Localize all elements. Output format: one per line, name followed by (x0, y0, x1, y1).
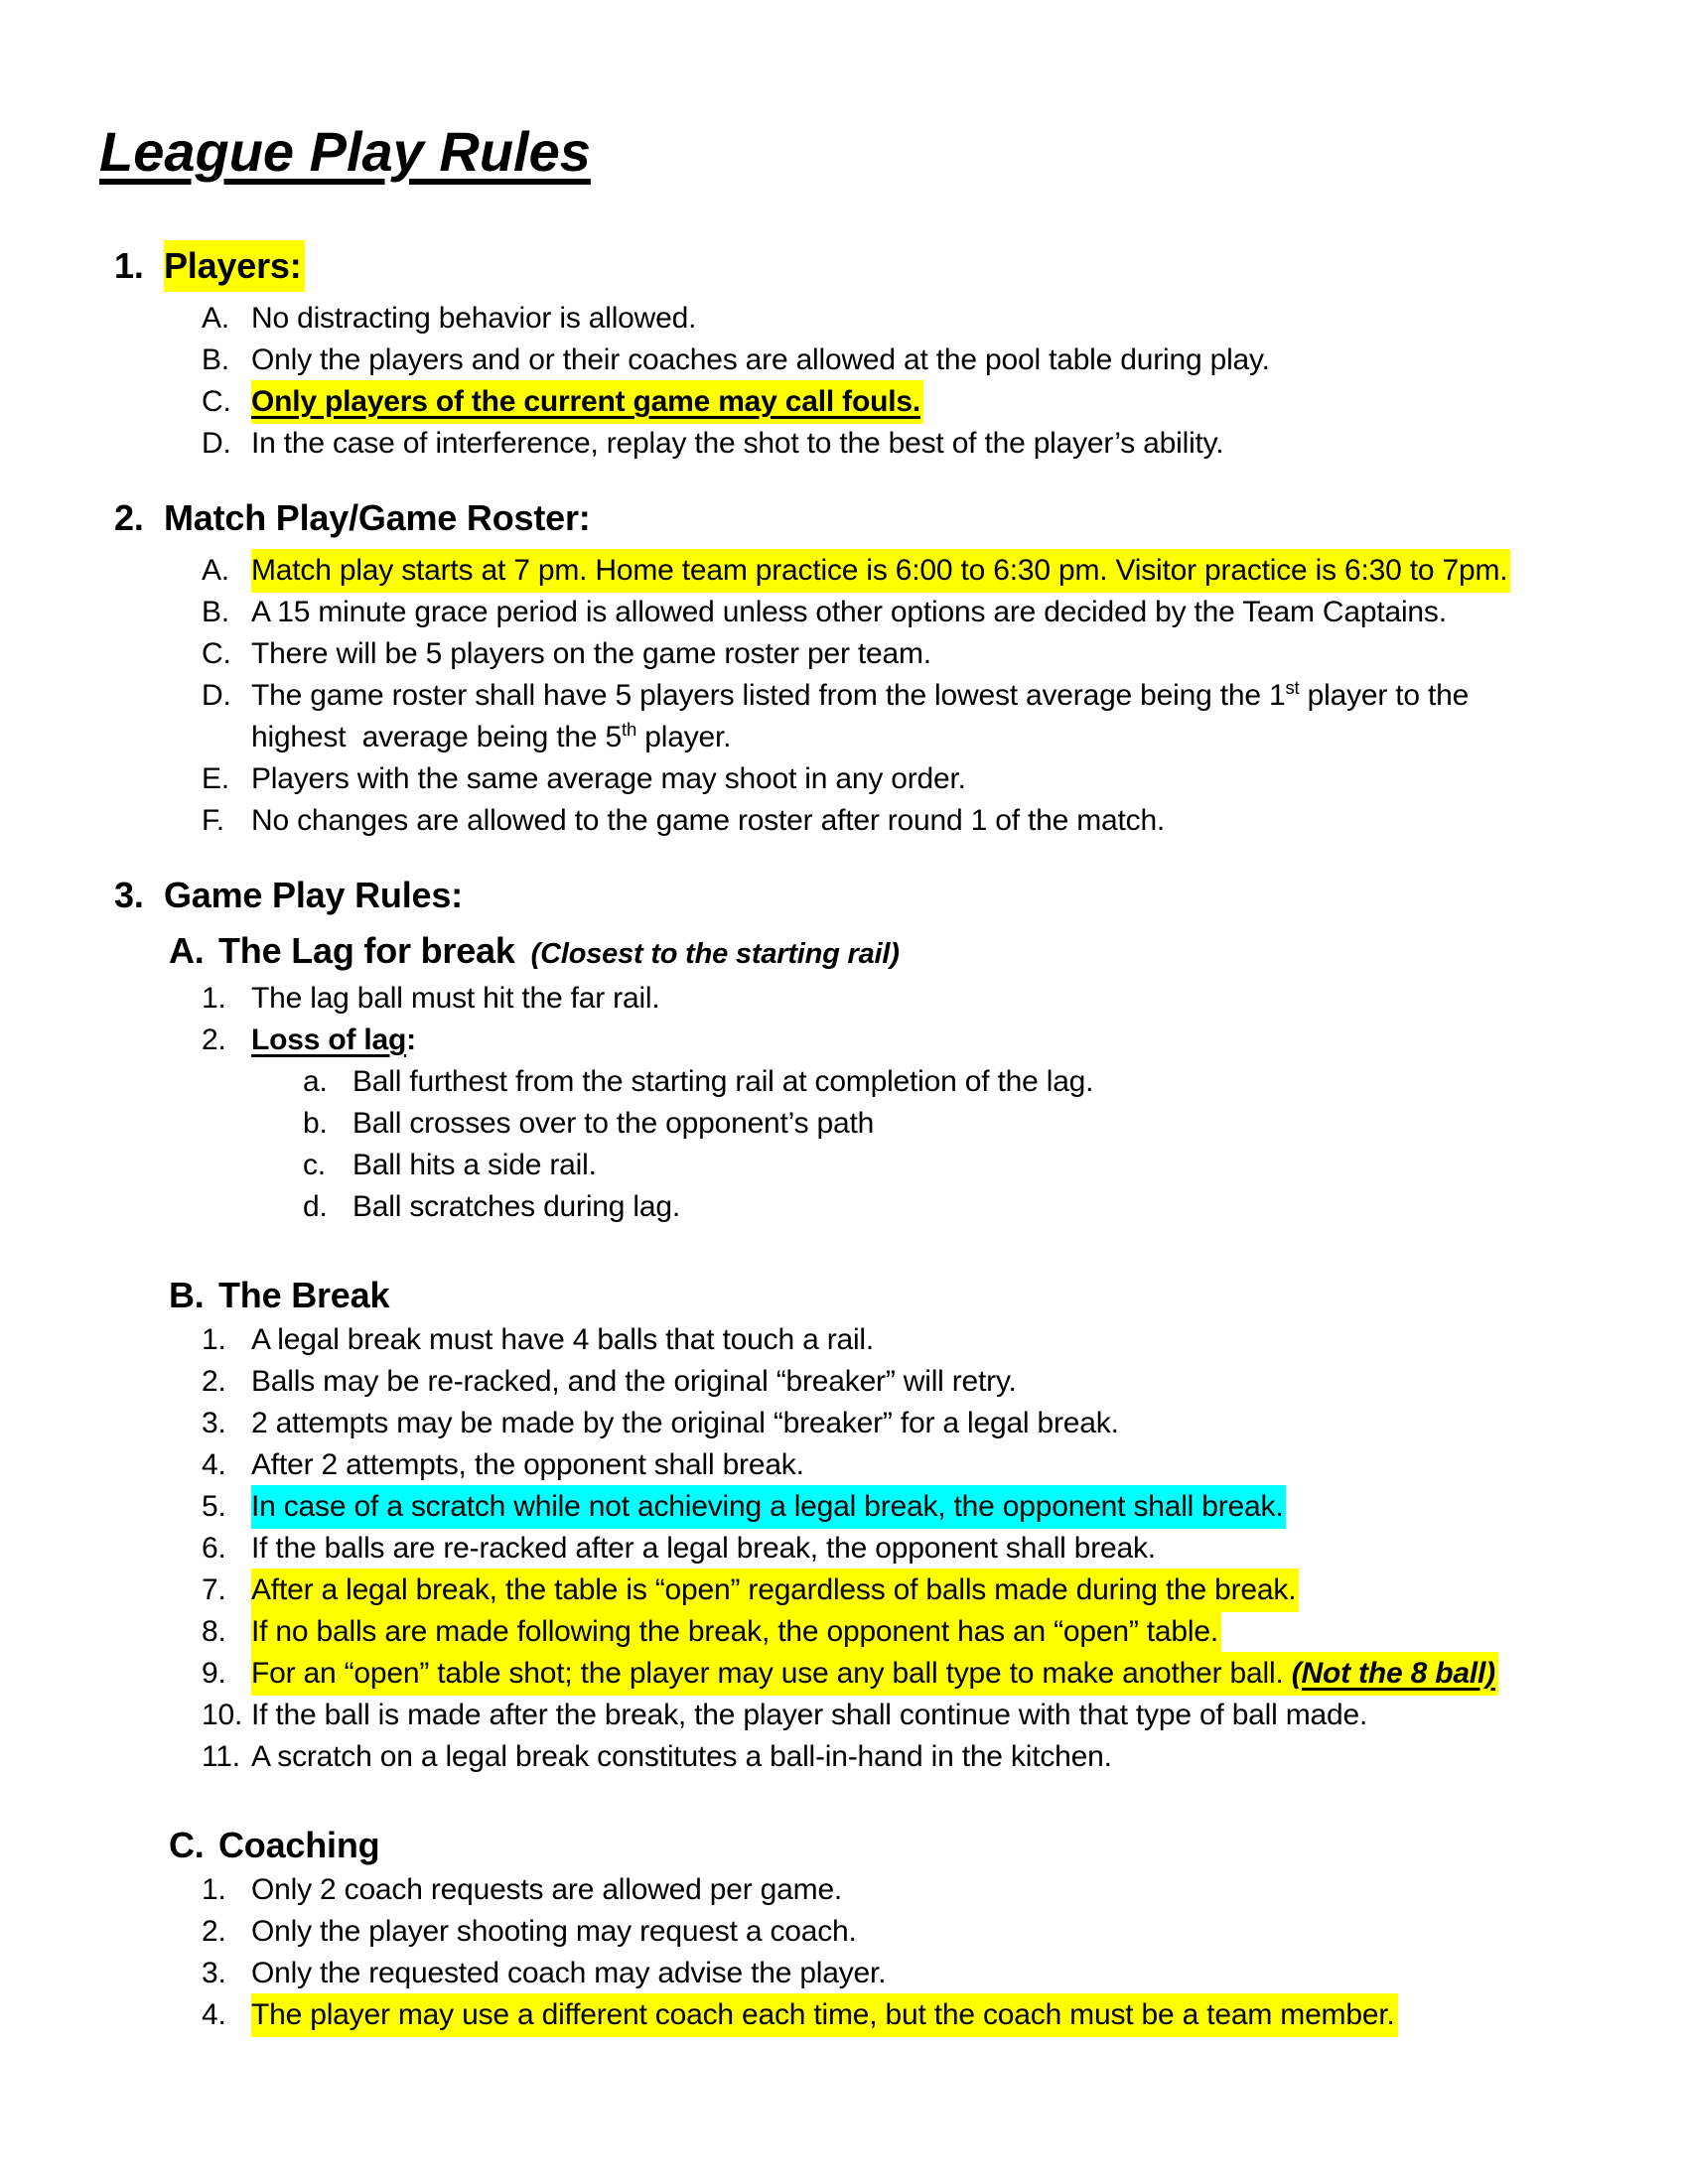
text-run: In case of a scratch while not achieving a legal break, the opponent shall break. (251, 1490, 1284, 1523)
text-run: (Not the 8 ball) (1291, 1657, 1495, 1690)
heading-line (114, 492, 594, 544)
text-run: No changes are allowed to the game roster after round 1 of the match. (251, 804, 1166, 837)
heading-text: Players: (164, 245, 302, 286)
rule-item (99, 1103, 1599, 1145)
rule-item (99, 1486, 1599, 1528)
list-marker: D. (202, 427, 231, 460)
line (202, 1443, 807, 1487)
text-run: st (1285, 677, 1300, 698)
rule-item (99, 1611, 1599, 1653)
list-marker: 11. (202, 1740, 240, 1773)
highlighted-line (202, 1610, 1221, 1654)
list-marker: 4. (202, 1448, 226, 1481)
rule-item (99, 550, 1599, 592)
text-run: Ball furthest from the starting rail at completion of the lag. (352, 1065, 1094, 1098)
text-run: The player may use a different coach each time, but the coach must be a team member. (251, 1998, 1395, 2031)
line (202, 1019, 419, 1062)
text-run: There will be 5 players on the game roster per team. (251, 637, 931, 670)
heading-text: The Break (218, 1275, 390, 1315)
rule-item (99, 340, 1599, 381)
line (303, 1144, 600, 1187)
subsection-heading (99, 1822, 1599, 1869)
line (202, 799, 1168, 843)
rule-item (99, 1361, 1599, 1403)
list-marker: 3. (202, 1407, 226, 1439)
text-run: If the ball is made after the break, the player shall continue with that type of ball made. (251, 1699, 1368, 1731)
list-marker: b. (303, 1107, 328, 1140)
line (202, 1910, 860, 1954)
list-marker: C. (202, 385, 231, 418)
section-heading (99, 494, 1599, 542)
rule-item (99, 1953, 1599, 1994)
heading-text: Match Play/Game Roster: (164, 497, 591, 538)
heading-line (169, 1270, 392, 1321)
rule-item (99, 1145, 1599, 1186)
highlighted-line (202, 549, 1510, 593)
section-1 (99, 242, 1599, 465)
text-run: Only the players and or their coaches are allowed at the pool table during play. (251, 343, 1270, 376)
highlighted-line (202, 380, 923, 424)
line (202, 674, 1470, 759)
text-run: The lag ball must hit the far rail. (251, 982, 660, 1015)
text-run: If the balls are re-racked after a legal break, the opponent shall break. (251, 1532, 1156, 1565)
list-marker: 1. (202, 982, 226, 1015)
heading-line (169, 1820, 382, 1871)
text-run: The game roster shall have 5 players listed from the lowest average being the 1 (251, 679, 1286, 712)
list-marker: B. (202, 596, 229, 628)
line (202, 1735, 1115, 1779)
text-run: Only the requested coach may advise the player. (251, 1957, 887, 1989)
list-marker: 1. (202, 1323, 226, 1356)
text-run: If no balls are made following the break, the opponent has an “open” table. (251, 1615, 1218, 1648)
list-marker: c. (303, 1149, 326, 1181)
list-marker: 3. (202, 1957, 226, 1989)
list-marker: A. (202, 302, 229, 335)
heading-line (169, 925, 903, 977)
line (202, 297, 699, 341)
highlighted-line (202, 1652, 1498, 1696)
list-marker: A. (202, 554, 229, 587)
line (202, 1402, 1122, 1445)
list-marker: 7. (202, 1573, 226, 1606)
list-marker: 5. (202, 1490, 226, 1523)
rule-item (99, 758, 1599, 800)
text-run: Balls may be re-racked, and the original “breaker” will retry. (251, 1365, 1017, 1398)
rule-item (99, 381, 1599, 423)
list-marker: d. (303, 1190, 328, 1223)
text-run: Only the player shooting may request a coach. (251, 1915, 857, 1948)
subsection-heading (99, 1272, 1599, 1319)
document-body (99, 242, 1599, 2036)
list-marker: 9. (202, 1657, 226, 1690)
text-run: A legal break must have 4 balls that touch a rail. (251, 1323, 875, 1356)
list-marker: 6. (202, 1532, 226, 1565)
line (303, 1185, 683, 1229)
rule-item (99, 675, 1599, 758)
text-run: highest average being the 5 (251, 721, 623, 753)
section-heading (99, 242, 1599, 290)
text-run: In the case of interference, replay the shot to the best of the player’s ability. (251, 427, 1224, 460)
rule-item (99, 1403, 1599, 1444)
heading-text: The Lag for break (218, 930, 515, 971)
line (202, 1318, 877, 1362)
text-run: player. (636, 721, 732, 753)
text-run: After a legal break, the table is “open” regardless of balls made during the break. (251, 1573, 1297, 1606)
text-run: Loss of lag (251, 1024, 407, 1056)
list-marker: 4. (202, 1998, 226, 2031)
heading-text: Coaching (218, 1825, 380, 1865)
list-marker: 2. (202, 1915, 226, 1948)
section-heading (99, 872, 1599, 919)
line (202, 591, 1450, 634)
document-title: League Play Rules (99, 120, 591, 183)
list-marker: F. (202, 804, 224, 837)
section-number: 2. (114, 497, 144, 538)
line (202, 1952, 889, 1995)
line (202, 1868, 845, 1912)
rule-item (99, 298, 1599, 340)
text-run: 2 attempts may be made by the original “breaker” for a legal break. (251, 1407, 1119, 1439)
rule-item (99, 1695, 1599, 1736)
subsection-letter: C. (169, 1825, 205, 1865)
text-run: Match play starts at 7 pm. Home team practice is 6:00 to 6:30 pm. Visitor practice is 6:30 to 7pm. (251, 554, 1508, 587)
list-marker: 2. (202, 1365, 226, 1398)
text-run: Only players of the current game may call fouls. (251, 385, 920, 418)
text-run: Ball scratches during lag. (352, 1190, 680, 1223)
list-marker: E. (202, 762, 229, 795)
rule-item (99, 423, 1599, 465)
section-number: 3. (114, 875, 144, 915)
text-run: Ball hits a side rail. (352, 1149, 597, 1181)
line (303, 1102, 877, 1146)
rule-item (99, 1570, 1599, 1611)
line (202, 977, 663, 1021)
text-run: Ball crosses over to the opponent’s path (352, 1107, 875, 1140)
highlighted-line (202, 1569, 1299, 1612)
heading-note: (Closest to the starting rail) (530, 938, 900, 970)
subsection-B (99, 1272, 1599, 1778)
line (202, 1360, 1020, 1404)
text-run: Players with the same average may shoot in any order. (251, 762, 966, 795)
line (303, 1060, 1096, 1104)
line (202, 339, 1273, 382)
rule-item (99, 800, 1599, 842)
line (202, 757, 969, 801)
text-run: th (622, 719, 637, 740)
list-marker: C. (202, 637, 231, 670)
line (202, 1694, 1370, 1737)
line (202, 422, 1226, 466)
subsection-heading (99, 927, 1599, 978)
text-run: : (406, 1024, 416, 1056)
text-run: No distracting behavior is allowed. (251, 302, 697, 335)
line (202, 1527, 1159, 1570)
section-2 (99, 494, 1599, 842)
text-run: For an “open” table shot; the player may use any ball type to make another ball. (251, 1657, 1292, 1690)
line (202, 632, 934, 676)
rule-item (99, 1444, 1599, 1486)
list-marker: 1. (202, 1873, 226, 1906)
list-marker: 8. (202, 1615, 226, 1648)
rule-item (99, 1994, 1599, 2036)
rule-item (99, 633, 1599, 675)
subsection-A (99, 927, 1599, 1228)
rule-item (99, 1319, 1599, 1361)
highlighted-line (202, 1485, 1286, 1529)
rule-item (99, 1653, 1599, 1695)
section-3 (99, 872, 1599, 2036)
subsection-letter: A. (169, 930, 205, 971)
heading-line (114, 870, 466, 921)
heading-text: Game Play Rules: (164, 875, 463, 915)
rule-item (99, 1869, 1599, 1911)
list-marker: 2. (202, 1024, 226, 1056)
subsection-letter: B. (169, 1275, 205, 1315)
text-run: After 2 attempts, the opponent shall break. (251, 1448, 804, 1481)
rule-item (99, 1911, 1599, 1953)
list-marker: a. (303, 1065, 328, 1098)
list-marker: B. (202, 343, 229, 376)
text-run: player to the (1299, 679, 1470, 712)
rule-item (99, 978, 1599, 1020)
list-marker: 10. (202, 1699, 243, 1731)
highlighted-line (202, 1993, 1398, 2037)
rule-item (99, 1528, 1599, 1570)
subsection-C (99, 1822, 1599, 2036)
rule-item (99, 1061, 1599, 1103)
text-run: A scratch on a legal break constitutes a ball-in-hand in the kitchen. (251, 1740, 1112, 1773)
rule-item (99, 592, 1599, 633)
text-run: A 15 minute grace period is allowed unless other options are decided by the Team Captains. (251, 596, 1447, 628)
highlighted-heading (114, 240, 305, 292)
text-run: Only 2 coach requests are allowed per game. (251, 1873, 843, 1906)
rule-item (99, 1736, 1599, 1778)
section-number: 1. (114, 245, 144, 286)
rule-item (99, 1186, 1599, 1228)
rule-item (99, 1020, 1599, 1061)
list-marker: D. (202, 679, 231, 712)
